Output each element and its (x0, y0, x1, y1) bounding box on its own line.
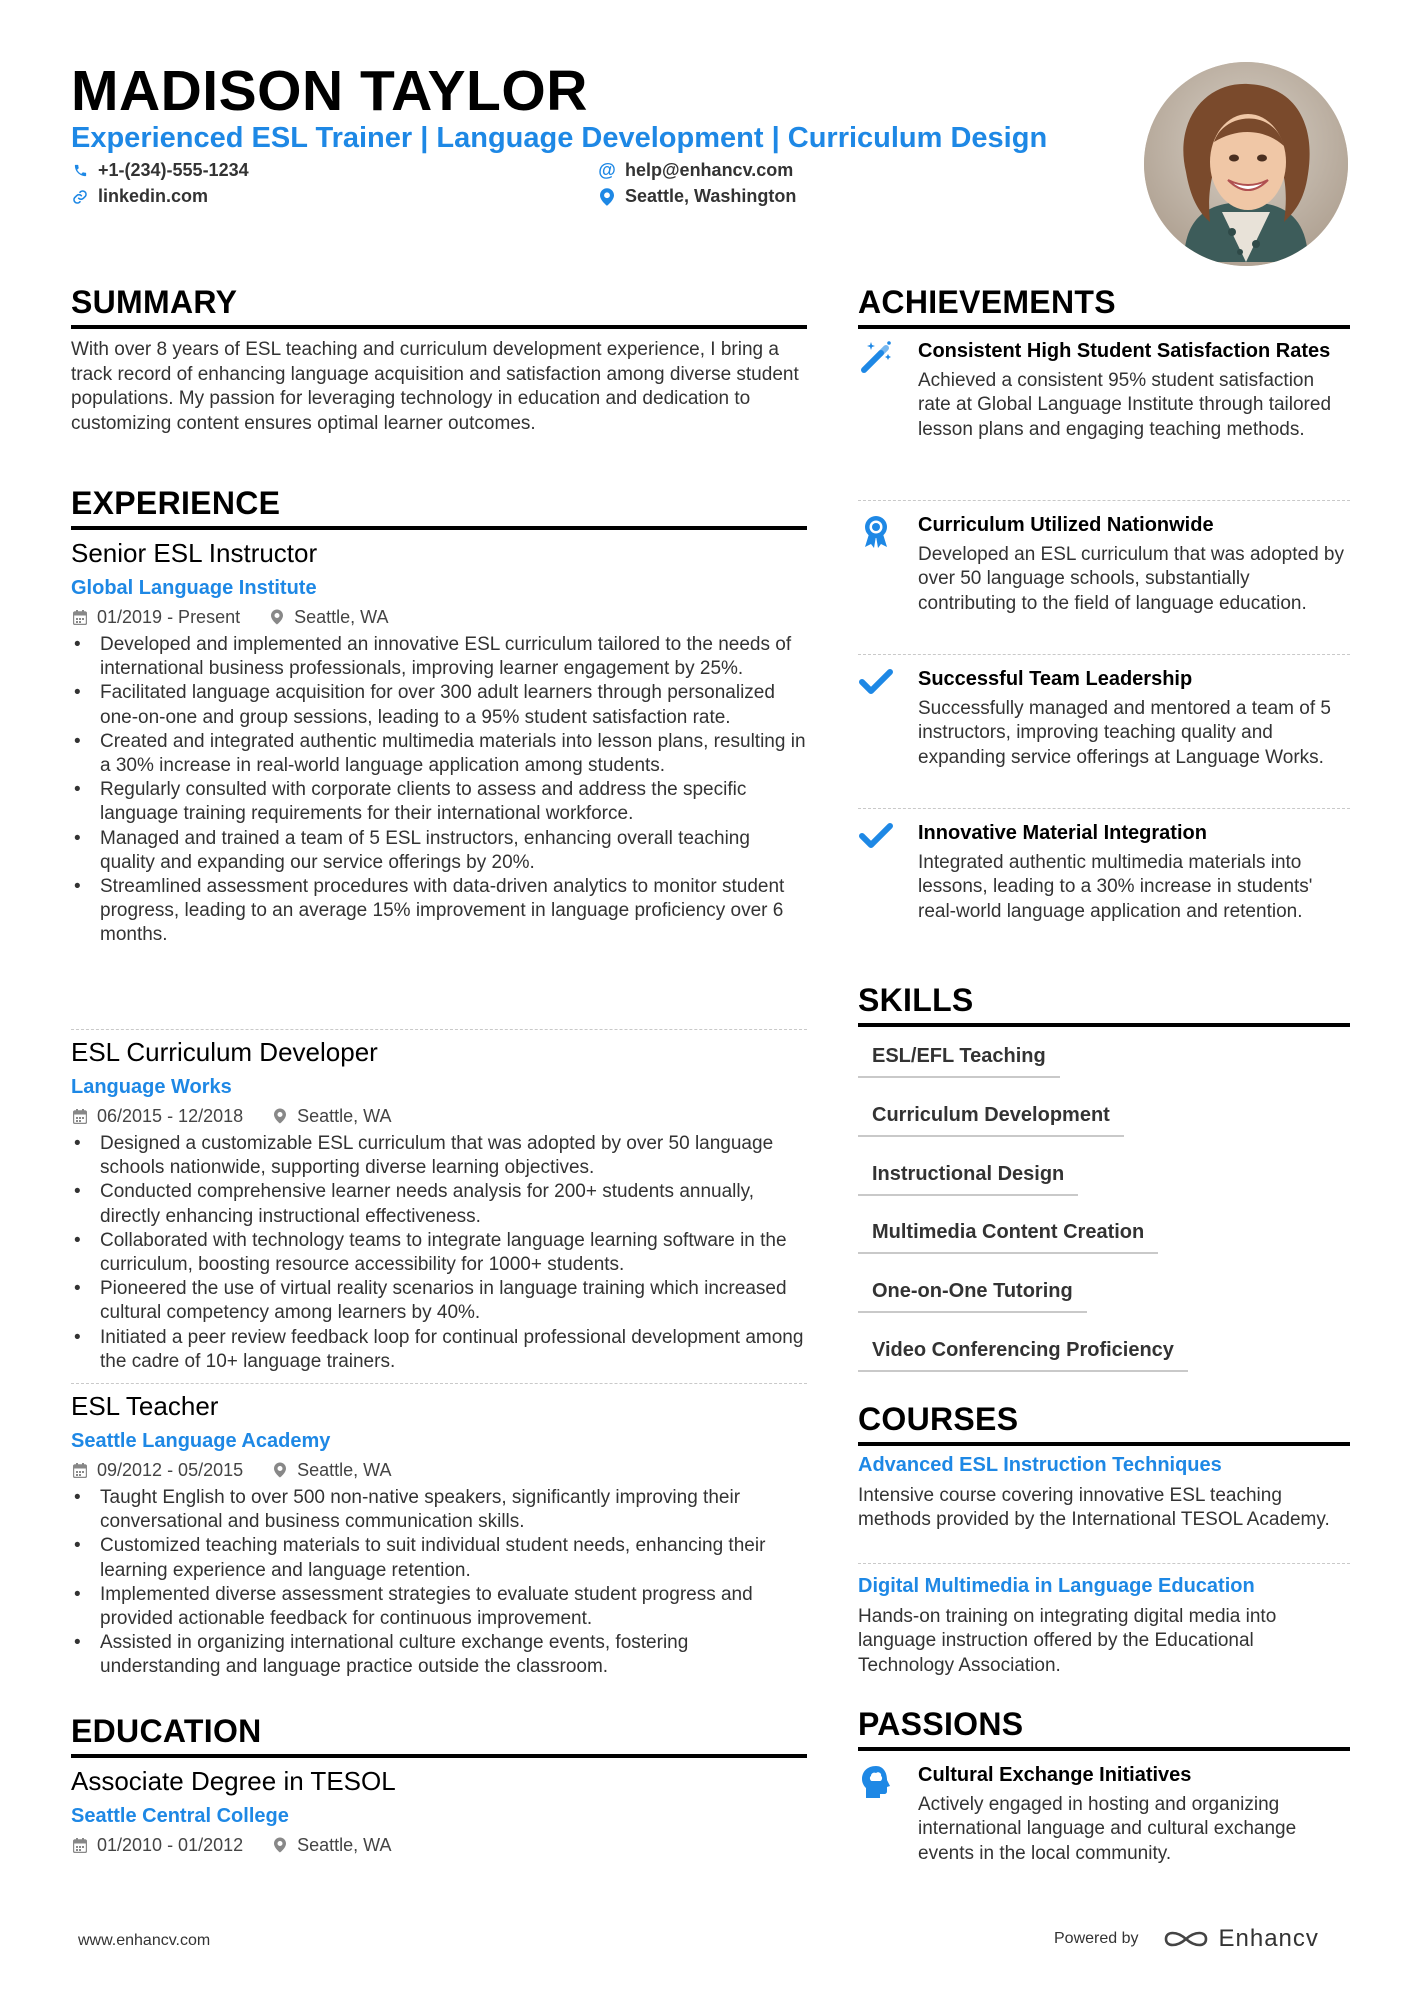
job-dates: 09/2012 - 05/2015 (97, 1460, 244, 1480)
job-title: ESL Teacher (71, 1391, 219, 1421)
degree-title: Associate Degree in TESOL (71, 1766, 396, 1796)
divider (71, 1029, 807, 1030)
job-company: Global Language Institute (71, 577, 317, 599)
map-pin-icon (271, 1107, 289, 1125)
summary-text: With over 8 years of ESL teaching and curriculum development experience, I bring a track record of enhancing language acquisition and satisfaction among diverse student populations. My passion for leveraging technology in education and dedication to customizing content ensures optimal learner outcomes. (71, 339, 799, 434)
brand-name: Enhancv (1218, 1925, 1319, 1952)
profile-photo (1144, 62, 1348, 266)
course-title: Digital Multimedia in Language Education (858, 1575, 1255, 1597)
summary-rule (71, 325, 807, 329)
job-bullets (71, 1486, 807, 1680)
phone-contact[interactable] (72, 160, 249, 181)
linkedin-contact[interactable] (72, 186, 208, 207)
bullet-item: • Developed and implemented an innovative ESL curriculum tailored to the needs of international business professionals, improving learner engagement by 25%. (71, 633, 807, 681)
course-desc: Hands-on training on integrating digital media into language instruction offered by the Educational Technology Association. (858, 1606, 1277, 1676)
experience-heading: EXPERIENCE (71, 485, 281, 521)
achievement-desc: Integrated authentic multimedia materials into lessons, leading to a 30% increase in students' real-world language application and retention. (918, 852, 1313, 922)
bullet-item: • Streamlined assessment procedures with data-driven analytics to monitor student progress, leading to an average 15% improvement in language proficiency over 6 months. (71, 875, 807, 948)
skill-tag: One-on-One Tutoring (858, 1273, 1087, 1313)
education-meta (71, 1833, 807, 1857)
bullet-item: • Regularly consulted with corporate clients to assess and address the specific language training requirements for their international workforce. (71, 778, 807, 826)
course-title: Advanced ESL Instruction Techniques (858, 1454, 1222, 1476)
bullet-item: • Initiated a peer review feedback loop for continual professional development among the cadre of 10+ language trainers. (71, 1326, 807, 1374)
job-meta (71, 1104, 807, 1128)
candidate-name: MADISON TAYLOR (71, 59, 588, 123)
footer-branding[interactable] (1054, 1925, 1319, 1953)
calendar-icon (71, 608, 89, 626)
passions-heading: PASSIONS (858, 1706, 1024, 1742)
bullet-item: • Facilitated language acquisition for over 300 adult learners through personalized one-on-one and group sessions, leading to a 95% student satisfaction rate. (71, 681, 807, 729)
divider (858, 500, 1350, 501)
passion-title: Cultural Exchange Initiatives (918, 1764, 1192, 1786)
bullet-item: • Collaborated with technology teams to integrate language learning software in the curriculum, boosting resource accessibility for 1000+ students. (71, 1229, 807, 1277)
job-bullets (71, 1132, 807, 1374)
skills-rule (858, 1023, 1350, 1027)
education-heading: EDUCATION (71, 1713, 262, 1749)
achievements-heading: ACHIEVEMENTS (858, 284, 1116, 320)
bullet-item: • Implemented diverse assessment strategies to evaluate student progress and provided actionable feedback for continuous improvement. (71, 1583, 807, 1631)
education-entry (71, 1765, 807, 1857)
bullet-item: • Customized teaching materials to suit individual student needs, enhancing their learning experience and language retention. (71, 1534, 807, 1582)
education-rule (71, 1754, 807, 1758)
summary-heading: SUMMARY (71, 284, 238, 320)
job-title: Senior ESL Instructor (71, 538, 318, 568)
skill-tag: ESL/EFL Teaching (858, 1038, 1060, 1078)
bullet-item: • Designed a customizable ESL curriculum that was adopted by over 50 language schools nationwide, supporting diverse learning objectives. (71, 1132, 807, 1180)
achievement-item (858, 512, 1350, 616)
map-pin-icon (271, 1461, 289, 1479)
bullet-item: • Managed and trained a team of 5 ESL instructors, enhancing overall teaching quality and expanding our service offerings by 20%. (71, 827, 807, 875)
passions-rule (858, 1747, 1350, 1751)
job-meta (71, 1458, 807, 1482)
passion-desc: Actively engaged in hosting and organizing international language and cultural exchange events in the local community. (918, 1794, 1297, 1864)
education-dates: 01/2010 - 01/2012 (97, 1835, 244, 1855)
school-name: Seattle Central College (71, 1805, 289, 1827)
head-brain-icon (858, 1764, 894, 1798)
skill-tag: Curriculum Development (858, 1097, 1124, 1137)
location-text: Seattle, Washington (625, 186, 797, 206)
experience-rule (71, 526, 807, 530)
achievement-item (858, 338, 1350, 442)
footer-website[interactable]: www.enhancv.com (78, 1932, 211, 1949)
divider (858, 1563, 1350, 1564)
calendar-icon (71, 1461, 89, 1479)
divider (858, 654, 1350, 655)
map-pin-icon (271, 1836, 289, 1854)
skill-tag: Instructional Design (858, 1156, 1078, 1196)
link-icon (72, 188, 88, 206)
job-meta (71, 605, 807, 629)
skill-tag: Multimedia Content Creation (858, 1214, 1158, 1254)
at-sign-icon: @ (598, 160, 616, 180)
achievement-title: Innovative Material Integration (918, 822, 1207, 844)
job-title: ESL Curriculum Developer (71, 1037, 378, 1067)
job-dates: 06/2015 - 12/2018 (97, 1106, 244, 1126)
divider (858, 808, 1350, 809)
achievement-desc: Successfully managed and mentored a team of 5 instructors, improving teaching quality and expanding service offerings at Language Works. (918, 698, 1331, 768)
map-pin-icon (268, 608, 286, 626)
job-location-text: Seattle, WA (297, 1460, 392, 1480)
job-entry (71, 1390, 807, 1680)
enhancv-logo (1163, 1925, 1319, 1953)
achievement-item (858, 666, 1350, 770)
award-ribbon-icon (858, 514, 894, 548)
job-entry (71, 537, 807, 948)
email-contact[interactable] (599, 160, 793, 181)
calendar-icon (71, 1836, 89, 1854)
achievements-rule (858, 325, 1350, 329)
divider (71, 1383, 807, 1384)
achievement-item (858, 820, 1350, 924)
map-pin-icon (599, 188, 615, 206)
job-location (271, 1458, 391, 1482)
achievement-title: Curriculum Utilized Nationwide (918, 514, 1214, 536)
job-dates: 01/2019 - Present (97, 607, 241, 627)
magic-wand-icon (858, 340, 894, 374)
powered-by-label: Powered by (1054, 1930, 1139, 1947)
bullet-item: • Conducted comprehensive learner needs analysis for 200+ students annually, directly enhancing instructional effectiveness. (71, 1180, 807, 1228)
course-item (858, 1573, 1350, 1678)
phone-text: +1-(234)-555-1234 (98, 160, 249, 180)
bullet-item: • Assisted in organizing international culture exchange events, fostering understanding and language practice outside the classroom. (71, 1631, 807, 1679)
linkedin-text: linkedin.com (98, 186, 209, 206)
skill-tag: Video Conferencing Proficiency (858, 1332, 1188, 1372)
checkmark-icon (858, 668, 894, 702)
bullet-item: • Created and integrated authentic multimedia materials into lesson plans, resulting in a 30% increase in real-world language application among students. (71, 730, 807, 778)
job-company: Language Works (71, 1076, 232, 1098)
job-location (268, 605, 388, 629)
job-location-text: Seattle, WA (294, 607, 389, 627)
achievement-title: Successful Team Leadership (918, 668, 1193, 690)
passion-item (858, 1762, 1350, 1866)
bullet-item: • Pioneered the use of virtual reality scenarios in language training which increased cultural competency among learners by 40%. (71, 1277, 807, 1325)
job-location (271, 1104, 391, 1128)
course-desc: Intensive course covering innovative ESL teaching methods provided by the International TESOL Academy. (858, 1485, 1330, 1531)
checkmark-icon (858, 822, 894, 856)
achievement-title: Consistent High Student Satisfaction Rates (918, 340, 1331, 362)
education-location (271, 1833, 391, 1857)
courses-heading: COURSES (858, 1401, 1019, 1437)
job-location-text: Seattle, WA (297, 1106, 392, 1126)
achievement-desc: Developed an ESL curriculum that was adopted by over 50 language schools, substantially contributing to the field of language education. (918, 544, 1344, 614)
email-text: help@enhancv.com (625, 160, 794, 180)
bullet-item: • Taught English to over 500 non-native speakers, significantly improving their conversational and business communication skills. (71, 1486, 807, 1534)
course-item (858, 1452, 1350, 1533)
location-contact (599, 186, 796, 207)
achievement-desc: Achieved a consistent 95% student satisfaction rate at Global Language Institute through tailored lesson plans and engaging teaching methods. (918, 370, 1332, 440)
job-entry (71, 1036, 807, 1374)
education-location-text: Seattle, WA (297, 1835, 392, 1855)
job-bullets (71, 633, 807, 948)
skills-heading: SKILLS (858, 982, 974, 1018)
headline: Experienced ESL Trainer | Language Development | Curriculum Design (71, 122, 1048, 154)
phone-icon (72, 162, 88, 180)
calendar-icon (71, 1107, 89, 1125)
job-company: Seattle Language Academy (71, 1430, 331, 1452)
courses-rule (858, 1442, 1350, 1446)
